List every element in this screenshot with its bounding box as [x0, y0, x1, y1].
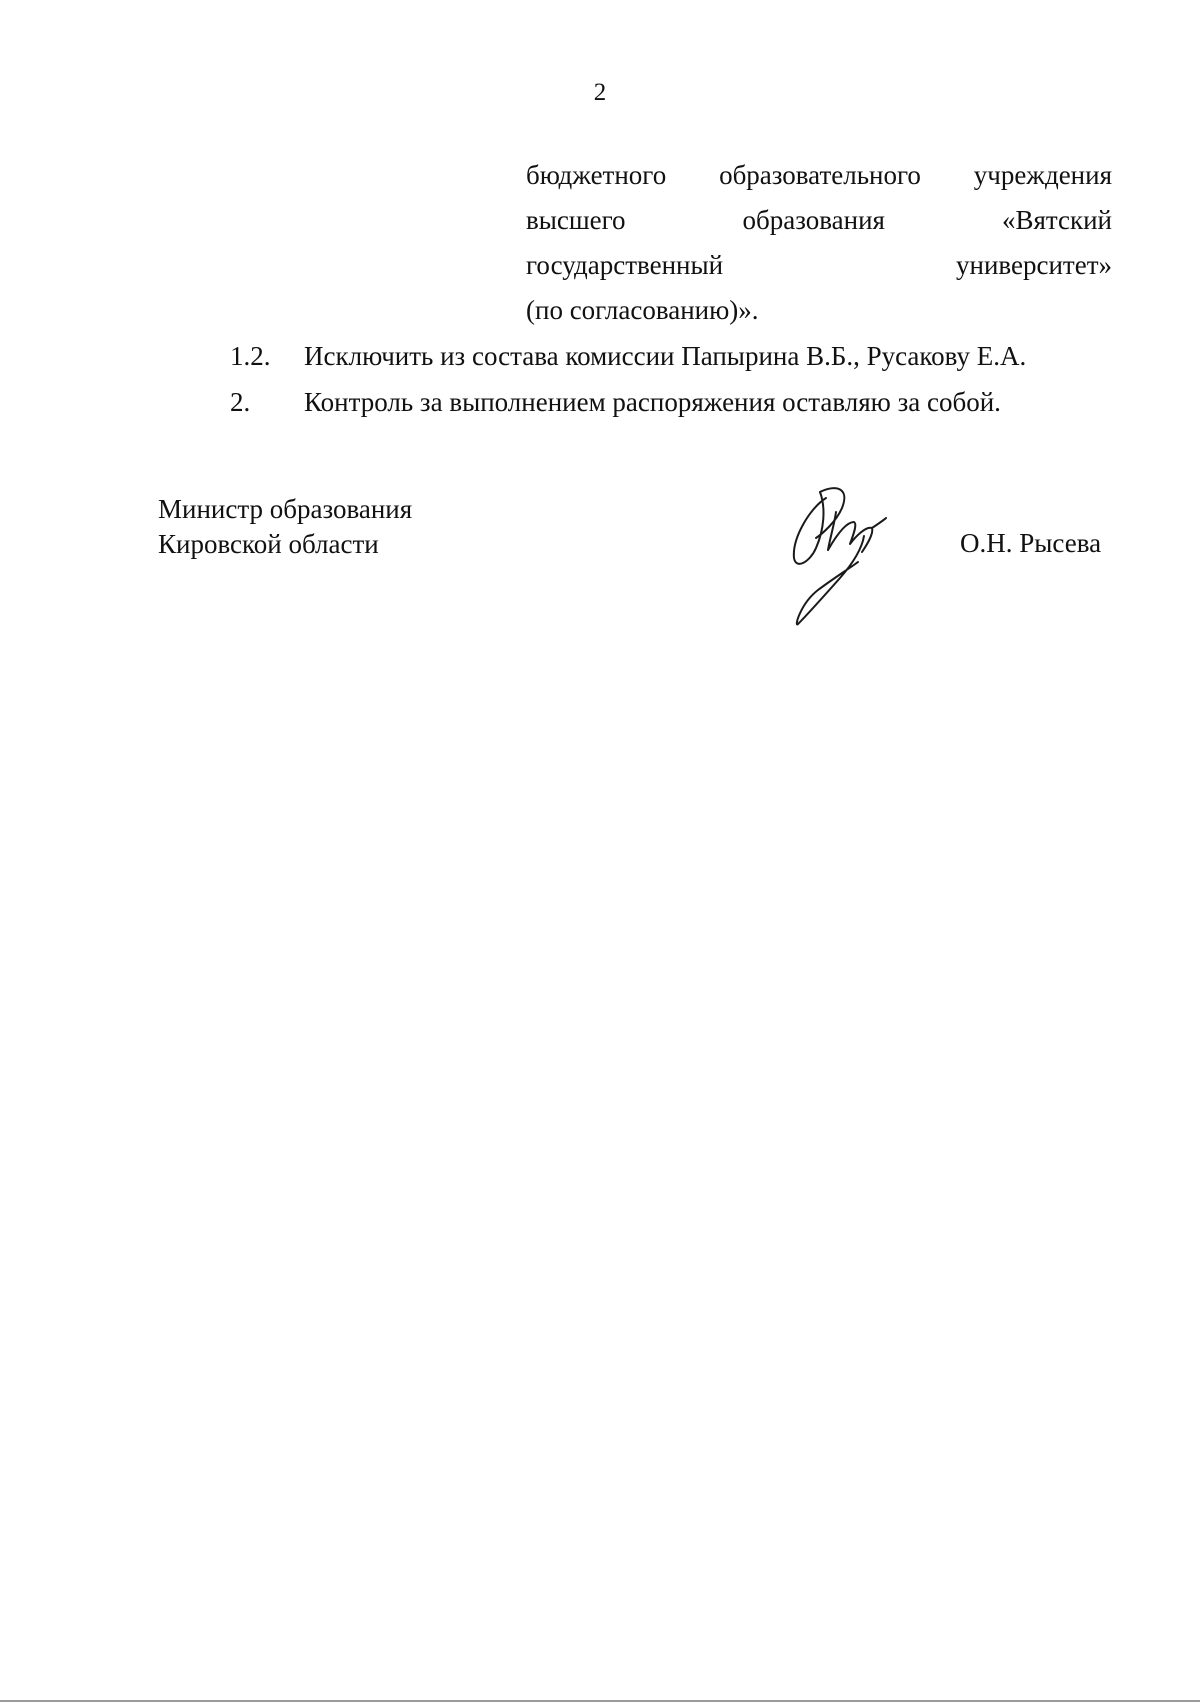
position-line-1: Министр образования: [158, 494, 413, 524]
word: бюджетного: [526, 160, 667, 190]
word: государственный: [526, 250, 724, 280]
word: университет»: [956, 250, 1112, 280]
position-line-2: Кировской области: [158, 529, 379, 559]
word: учреждения: [973, 160, 1112, 190]
continuation-line-3: [526, 248, 1112, 293]
continuation-line-4: (по согласованию)».: [526, 295, 759, 325]
word: образования: [742, 205, 885, 235]
item-text: Исключить из состава комиссии Папырина В.Б., Русакову Е.А.: [304, 341, 1027, 371]
continuation-line-1: [526, 158, 1112, 203]
item-number: 1.2.: [230, 341, 271, 371]
item-number: 2.: [230, 387, 251, 417]
item-text: Контроль за выполнением распоряжения оставляю за собой.: [304, 387, 1001, 417]
list-item: [230, 385, 1130, 419]
signatory-position: [158, 492, 412, 562]
page-number: 2: [593, 79, 607, 106]
page-bottom-edge: [0, 1700, 1200, 1702]
continuation-line-2: [526, 203, 1112, 248]
list-item: [230, 339, 1130, 373]
word: «Вятский: [1001, 205, 1112, 235]
signer-name: О.Н. Рысева: [960, 528, 1102, 558]
continuation-paragraph: [526, 158, 1112, 338]
word: высшего: [526, 205, 626, 235]
word: образовательного: [719, 160, 921, 190]
handwritten-signature: [780, 478, 900, 628]
